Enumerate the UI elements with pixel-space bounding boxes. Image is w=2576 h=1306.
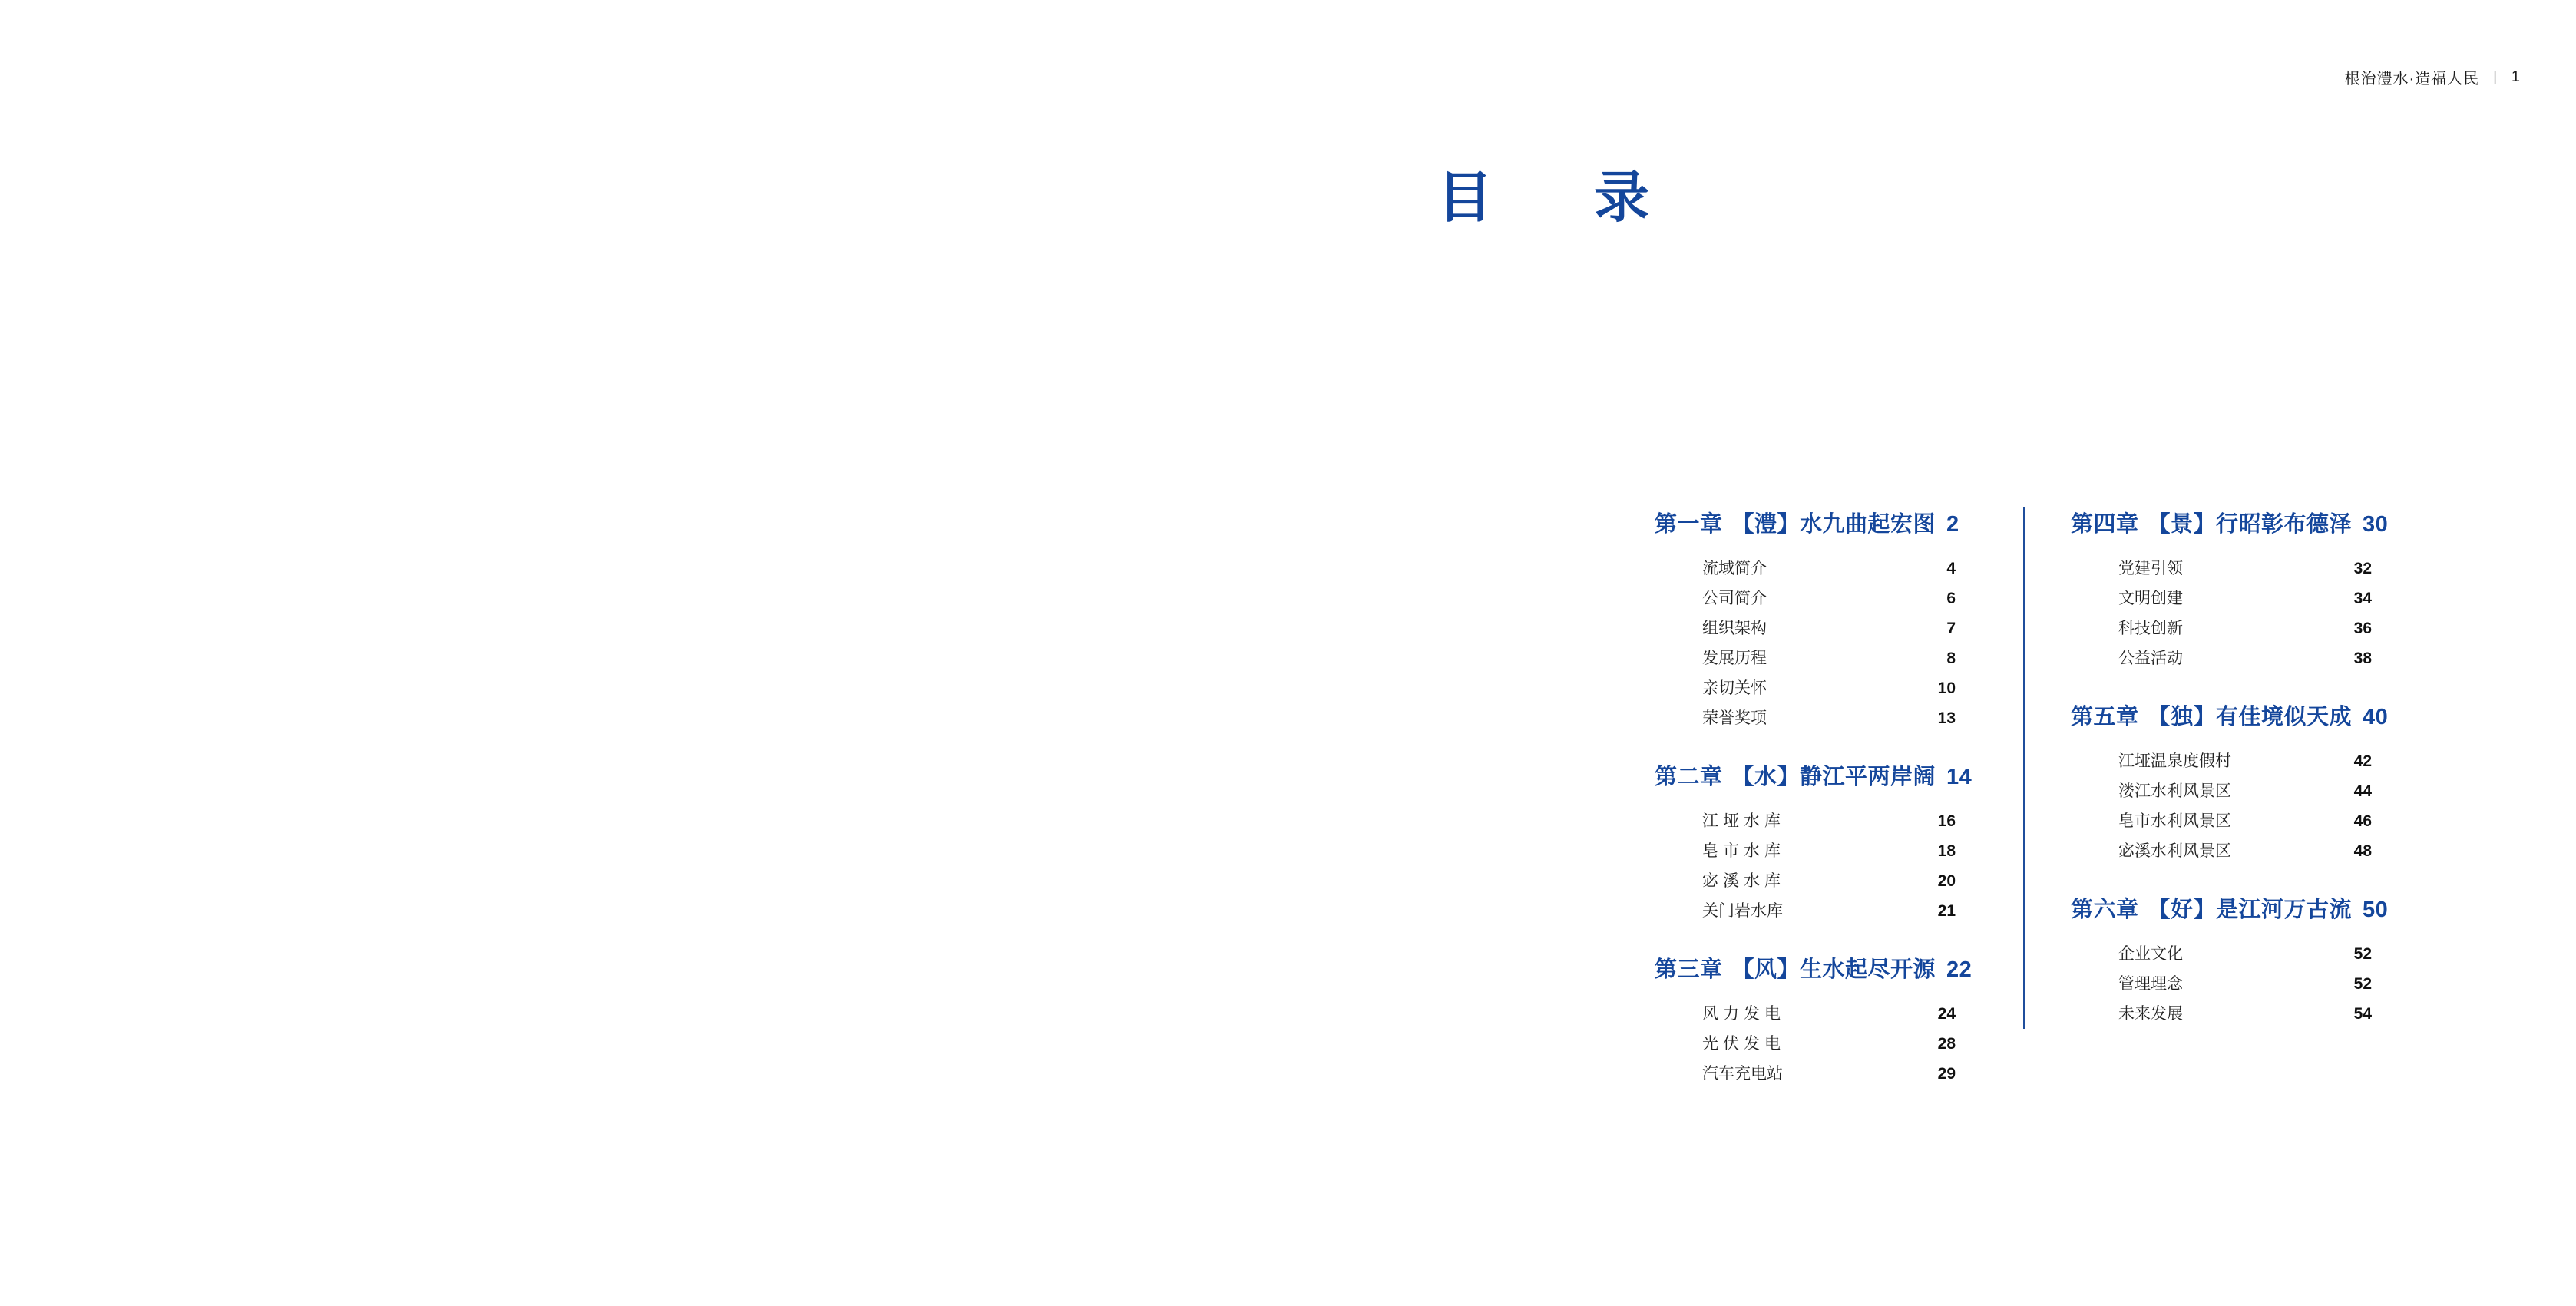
- chapter-label: 第四章: [2071, 512, 2139, 537]
- toc-chapter[interactable]: [2071, 892, 2453, 1029]
- entry-name: 皂市水库: [1702, 842, 1785, 860]
- chapter-name: 【好】是江河万古流: [2148, 898, 2353, 922]
- entry-page: 32: [2353, 560, 2372, 577]
- entry-page: 8: [1946, 650, 1956, 667]
- chapter-label: 第三章: [1655, 957, 1723, 982]
- entry-name: 党建引领: [2118, 560, 2183, 577]
- entry-page: 36: [2353, 620, 2372, 637]
- entry-page: 4: [1946, 560, 1956, 577]
- toc-chapter-heading[interactable]: [2071, 507, 2453, 538]
- toc-entry[interactable]: [1702, 643, 1956, 673]
- toc-entry[interactable]: [1702, 584, 1956, 613]
- running-header-slogan: 根治澧水·造福人民: [2344, 71, 2480, 88]
- toc-chapter[interactable]: [1655, 507, 2023, 733]
- entry-page: 7: [1946, 620, 1956, 637]
- toc-entry-list: [2071, 939, 2372, 1029]
- toc-entry[interactable]: [2118, 969, 2372, 999]
- chapter-page: 14: [1946, 765, 1973, 789]
- toc-entry[interactable]: [2118, 746, 2372, 776]
- toc-entry[interactable]: [2118, 584, 2372, 613]
- entry-page: 10: [1937, 679, 1956, 697]
- toc-entry[interactable]: [1702, 896, 1956, 926]
- entry-name: 光伏发电: [1702, 1035, 1785, 1053]
- chapter-name: 【水】静江平两岸阔: [1731, 765, 1936, 789]
- toc-entry[interactable]: [2118, 643, 2372, 673]
- chapter-label: 第一章: [1655, 512, 1723, 537]
- toc-entry[interactable]: [1702, 703, 1956, 733]
- toc-entry[interactable]: [2118, 836, 2372, 866]
- entry-name: 荣誉奖项: [1702, 709, 1767, 727]
- entry-name: 未来发展: [2118, 1005, 2183, 1023]
- entry-name: 发展历程: [1702, 650, 1767, 667]
- chapter-label: 第五章: [2071, 705, 2139, 729]
- entry-page: 48: [2353, 842, 2372, 860]
- entry-name: 文明创建: [2118, 590, 2183, 607]
- chapter-label: 第六章: [2071, 898, 2139, 922]
- toc-entry[interactable]: [1702, 999, 1956, 1029]
- entry-name: 宓溪水利风景区: [2118, 842, 2231, 860]
- running-header: [2345, 66, 2521, 88]
- toc-chapter-heading[interactable]: [1655, 952, 2023, 984]
- entry-page: 34: [2353, 590, 2372, 607]
- entry-page: 52: [2353, 975, 2372, 993]
- chapter-name: 【景】行昭彰布德泽: [2148, 512, 2353, 537]
- toc-entry[interactable]: [2118, 806, 2372, 836]
- entry-page: 18: [1937, 842, 1956, 860]
- entry-name: 皂市水利风景区: [2118, 812, 2231, 830]
- toc-entry[interactable]: [1702, 1059, 1956, 1089]
- entry-page: 38: [2353, 650, 2372, 667]
- entry-page: 16: [1937, 812, 1956, 830]
- toc-entry-list: [1655, 554, 1956, 733]
- chapter-name: 【独】有佳境似天成: [2148, 705, 2353, 729]
- toc-chapter[interactable]: [1655, 759, 2023, 926]
- entry-page: 42: [2353, 752, 2372, 770]
- toc-entry-list: [1655, 999, 1956, 1089]
- toc-chapter[interactable]: [1655, 952, 2023, 1089]
- entry-name: 关门岩水库: [1702, 902, 1783, 920]
- entry-name: 宓溪水库: [1702, 872, 1785, 890]
- toc-chapter-heading[interactable]: [1655, 759, 2023, 791]
- entry-name: 公益活动: [2118, 650, 2183, 667]
- entry-page: 28: [1937, 1035, 1956, 1053]
- entry-name: 企业文化: [2118, 945, 2183, 963]
- toc-entry[interactable]: [2118, 554, 2372, 584]
- chapter-name: 【澧】水九曲起宏图: [1731, 512, 1936, 537]
- toc-column-right: [2023, 507, 2453, 1029]
- chapter-page: 40: [2363, 705, 2389, 729]
- chapter-page: 22: [1946, 957, 1973, 982]
- toc-columns: [1655, 507, 2515, 1089]
- entry-page: 21: [1937, 902, 1956, 920]
- entry-name: 流域简介: [1702, 560, 1767, 577]
- chapter-page: 2: [1946, 512, 1959, 537]
- toc-chapter[interactable]: [2071, 507, 2453, 673]
- toc-entry[interactable]: [1702, 836, 1956, 866]
- toc-entry-list: [1655, 806, 1956, 926]
- entry-page: 52: [2353, 945, 2372, 963]
- entry-page: 20: [1937, 872, 1956, 890]
- entry-page: 24: [1937, 1005, 1956, 1023]
- toc-entry[interactable]: [1702, 866, 1956, 896]
- entry-name: 公司简介: [1702, 590, 1767, 607]
- toc-entry[interactable]: [2118, 939, 2372, 969]
- running-header-separator: |: [2493, 69, 2498, 84]
- toc-chapter-heading[interactable]: [2071, 892, 2453, 924]
- entry-page: 6: [1946, 590, 1956, 607]
- toc-entry[interactable]: [2118, 999, 2372, 1029]
- page-title: 目 录: [1437, 167, 1673, 229]
- toc-entry-list: [2071, 746, 2372, 866]
- chapter-page: 30: [2363, 512, 2389, 537]
- chapter-name: 【风】生水起尽开源: [1731, 957, 1936, 982]
- toc-entry[interactable]: [1702, 613, 1956, 643]
- toc-entry[interactable]: [1702, 554, 1956, 584]
- entry-page: 44: [2353, 782, 2372, 800]
- entry-page: 29: [1937, 1065, 1956, 1083]
- entry-name: 组织架构: [1702, 620, 1767, 637]
- toc-chapter-heading[interactable]: [2071, 699, 2453, 731]
- toc-entry[interactable]: [1702, 1029, 1956, 1059]
- toc-column-left: [1655, 507, 2023, 1089]
- entry-page: 46: [2353, 812, 2372, 830]
- entry-name: 风力发电: [1702, 1005, 1785, 1023]
- chapter-label: 第二章: [1655, 765, 1723, 789]
- toc-entry[interactable]: [2118, 776, 2372, 806]
- running-header-page-number: 1: [2511, 68, 2521, 85]
- entry-name: 管理理念: [2118, 975, 2183, 993]
- entry-name: 江垭水库: [1702, 812, 1785, 830]
- chapter-page: 50: [2363, 898, 2389, 922]
- toc-entry[interactable]: [1702, 806, 1956, 836]
- toc-chapter-heading[interactable]: [1655, 507, 2023, 538]
- entry-page: 13: [1937, 709, 1956, 727]
- toc-entry[interactable]: [2118, 613, 2372, 643]
- entry-name: 科技创新: [2118, 620, 2183, 637]
- entry-name: 汽车充电站: [1702, 1065, 1783, 1083]
- toc-entry[interactable]: [1702, 673, 1956, 703]
- entry-page: 54: [2353, 1005, 2372, 1023]
- toc-entry-list: [2071, 554, 2372, 673]
- entry-name: 江垭温泉度假村: [2118, 752, 2231, 770]
- entry-name: 亲切关怀: [1702, 679, 1767, 697]
- toc-chapter[interactable]: [2071, 699, 2453, 866]
- entry-name: 溇江水利风景区: [2118, 782, 2231, 800]
